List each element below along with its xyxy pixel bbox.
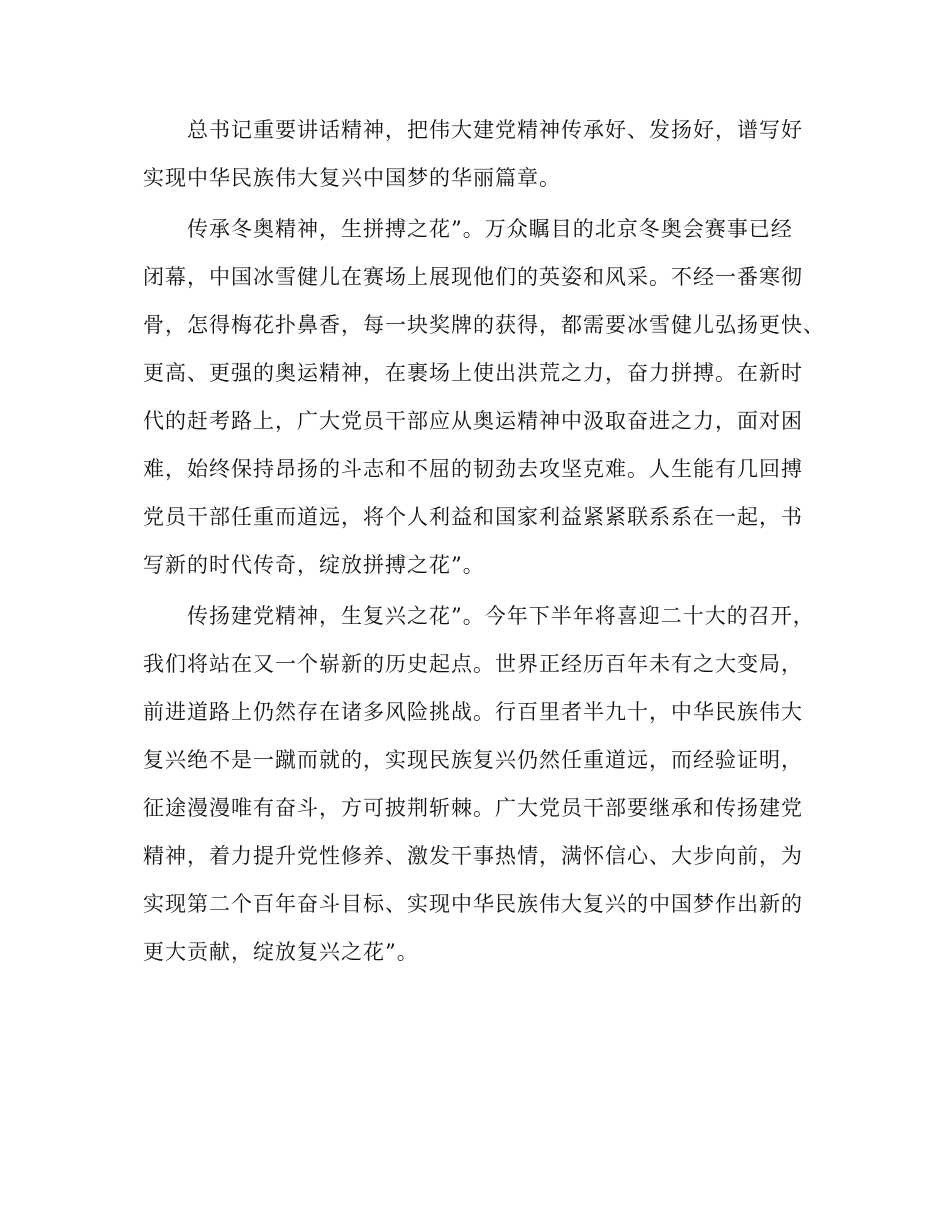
- text-line: 精神，着力提升党性修养、激发干事热情，满怀信心、大步向前，为: [143, 844, 803, 868]
- text-line: 我们将站在又一个崭新的历史起点。世界正经历百年未有之大变局，: [143, 652, 803, 676]
- paragraph-1: [143, 106, 808, 202]
- text-line: 更大贡献，绽放复兴之花”。: [143, 940, 419, 964]
- text-line: 总书记重要讲话精神，把伟大建党精神传承好、发扬好，谱写好: [187, 118, 803, 142]
- text-line: 代的赶考路上，广大党员干部应从奥运精神中汲取奋进之力，面对困: [143, 409, 803, 433]
- text-line: 骨，怎得梅花扑鼻香，每一块奖牌的获得，都需要冰雪健儿弘扬更快、: [143, 313, 825, 337]
- document-body: [143, 106, 825, 976]
- text-line: 传扬建党精神，生复兴之花”。今年下半年将喜迎二十大的召开，: [187, 604, 815, 628]
- text-line: 实现中华民族伟大复兴中国梦的华丽篇章。: [143, 166, 561, 190]
- text-line: 复兴绝不是一蹴而就的，实现民族复兴仍然任重道远，而经验证明，: [143, 748, 803, 772]
- text-line: 前进道路上仍然存在诸多风险挑战。行百里者半九十，中华民族伟大: [143, 700, 803, 724]
- text-line: 征途漫漫唯有奋斗，方可披荆斩棘。广大党员干部要继承和传扬建党: [143, 796, 803, 820]
- paragraph-2: [143, 205, 825, 589]
- text-line: 实现第二个百年奋斗目标、实现中华民族伟大复兴的中国梦作出新的: [143, 892, 803, 916]
- text-line: 更高、更强的奥运精神，在裹场上使出洪荒之力，奋力拼搏。在新时: [143, 361, 803, 385]
- text-line: 写新的时代传奇，绽放拼搏之花”。: [143, 553, 485, 577]
- text-line: 闭幕，中国冰雪健儿在赛场上展现他们的英姿和风采。不经一番寒彻: [143, 265, 803, 289]
- text-line: 难，始终保持昂扬的斗志和不屈的韧劲去攻坚克难。人生能有几回搏: [143, 457, 803, 481]
- text-line: 传承冬奥精神，生拼搏之花”。万众瞩目的北京冬奥会赛事已经: [187, 217, 793, 241]
- text-line: 党员干部任重而道远，将个人利益和国家利益紧紧联系系在一起，书: [143, 505, 803, 529]
- paragraph-3: [143, 592, 815, 976]
